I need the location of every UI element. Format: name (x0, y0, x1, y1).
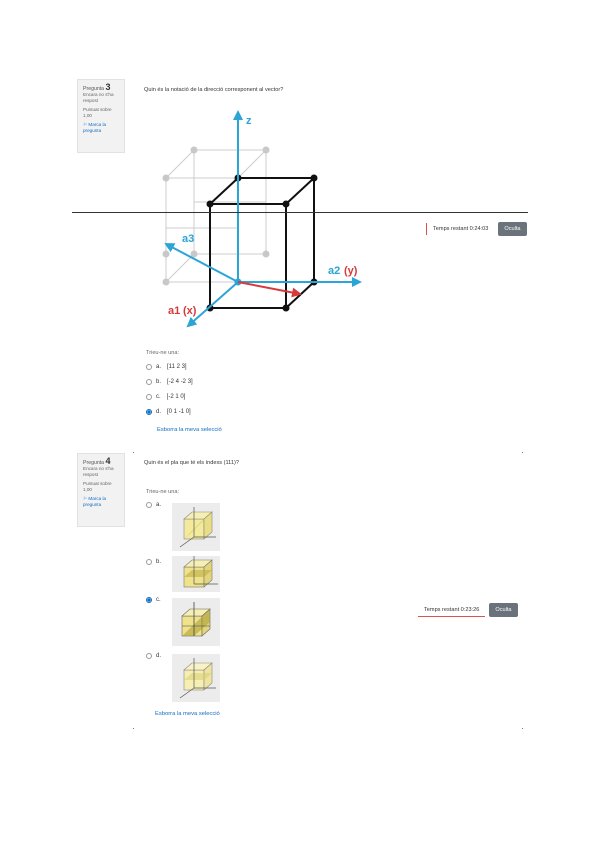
a2-axis-label: a2 (328, 265, 341, 277)
x-axis-label: (x) (183, 305, 197, 317)
unit-cell (210, 178, 314, 308)
question-number: Pregunta 4 (83, 456, 111, 466)
z-axis-label: z (246, 115, 252, 127)
question-points: Puntuat sobre 1,00 (83, 106, 112, 118)
question-info-box (77, 79, 125, 153)
answer-option-a[interactable]: a. [11 2 3] (146, 364, 187, 370)
y-axis-label: (y) (344, 265, 358, 277)
question-status: Encara no s'ha respost (83, 92, 114, 104)
radio-button[interactable] (146, 653, 152, 659)
plane-image-d (172, 654, 220, 702)
page-divider (72, 212, 528, 213)
axes (166, 112, 360, 326)
flag-icon: ⚐ (83, 122, 88, 128)
ghost-atoms (163, 147, 270, 286)
corner-mark (522, 728, 523, 729)
a1-axis-label: a1 (168, 305, 181, 317)
question-text: Quin és el pla que té els índexs (111)? (144, 460, 239, 466)
radio-button[interactable] (146, 379, 152, 385)
timer-bar (426, 222, 527, 236)
answer-option-d[interactable]: d. [0 1 -1 0] (146, 409, 191, 415)
plane-image-b (172, 556, 220, 592)
corner-mark (522, 452, 523, 453)
corner-mark (133, 728, 134, 729)
hexagonal-cell-figure (140, 100, 380, 340)
plane-image-a (172, 503, 220, 551)
radio-button[interactable] (146, 394, 152, 400)
question-text: Quin és la notació de la direcció corresponent al vector? (144, 87, 284, 93)
ghost-prism (166, 150, 266, 282)
flag-icon: ⚐ (83, 496, 88, 502)
unit-cell-atoms (207, 175, 318, 312)
answer-label: Trieu-ne una: (146, 350, 180, 356)
radio-button[interactable] (146, 559, 152, 565)
time-remaining: Temps restant 0:24:03 (426, 223, 494, 235)
answer-option-d[interactable]: d. (146, 653, 167, 659)
hide-timer-button[interactable]: Oculta (489, 603, 517, 617)
time-remaining: Temps restant 0:23:26 (418, 604, 485, 617)
flag-question-link[interactable]: ⚐ Marca la pregunta (83, 496, 107, 508)
radio-button-selected[interactable] (146, 597, 152, 603)
timer-bar (418, 603, 518, 617)
answer-option-a[interactable]: a. (146, 502, 167, 508)
radio-button[interactable] (146, 364, 152, 370)
answer-option-b[interactable]: b. (146, 559, 167, 565)
flag-question-link[interactable]: ⚐ Marca la pregunta (83, 122, 107, 134)
radio-button[interactable] (146, 502, 152, 508)
question-number: Pregunta 3 (83, 82, 111, 92)
question-status: Encara no s'ha respost (83, 466, 114, 478)
radio-button-selected[interactable] (146, 409, 152, 415)
answer-option-b[interactable]: b. [-2 4 -2 3] (146, 379, 193, 385)
answer-option-c[interactable]: c. (146, 597, 167, 603)
plane-image-c (172, 598, 220, 646)
clear-selection-link[interactable]: Esborra la meva selecció (155, 711, 220, 717)
question-points: Puntuat sobre 1,00 (83, 480, 112, 492)
a3-axis-label: a3 (182, 233, 195, 245)
direction-vector (238, 282, 300, 294)
corner-mark (133, 452, 134, 453)
hide-timer-button[interactable]: Oculta (498, 222, 526, 236)
answer-option-c[interactable]: c. [-2 1 0] (146, 394, 185, 400)
question-info-box (77, 453, 125, 527)
answer-label: Trieu-ne una: (146, 489, 180, 495)
clear-selection-link[interactable]: Esborra la meva selecció (157, 427, 222, 433)
